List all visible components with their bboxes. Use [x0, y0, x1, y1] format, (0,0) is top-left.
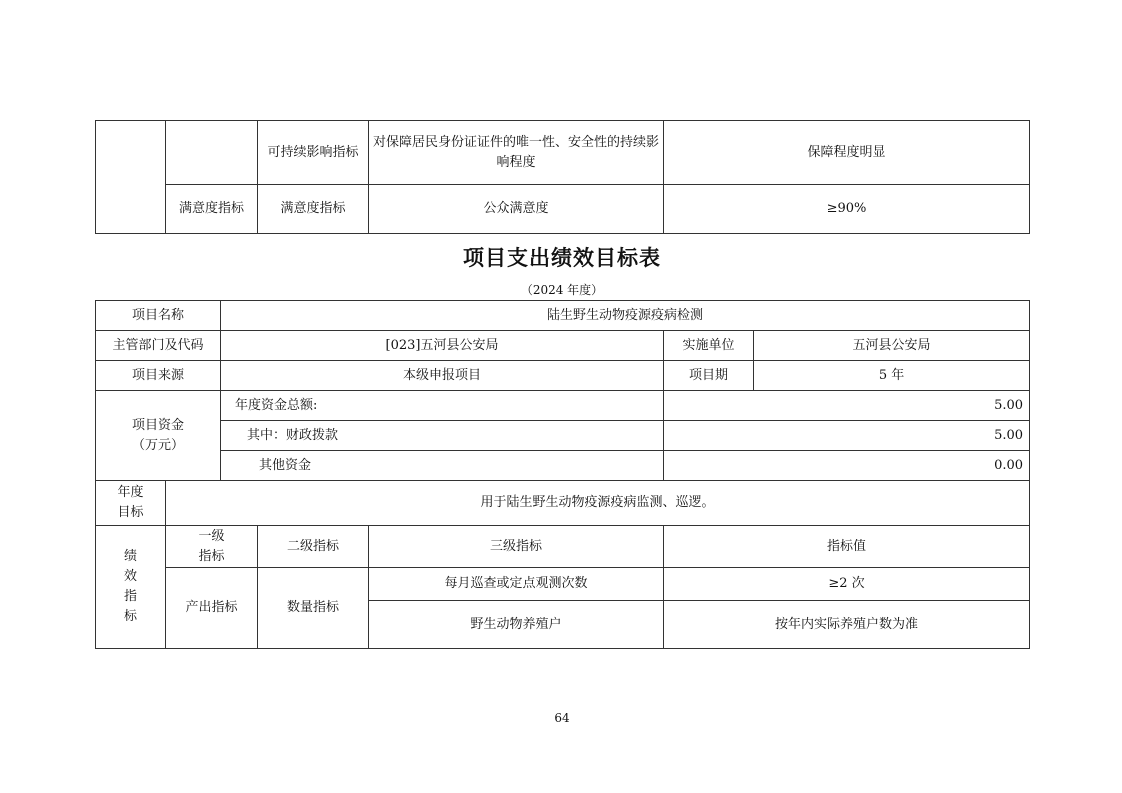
sustainability-level3: 可持续影响指标 — [258, 121, 369, 185]
satisfaction-indicator: 公众满意度 — [369, 185, 664, 234]
document-title: 项目支出绩效目标表 — [463, 246, 661, 270]
funds-fiscal-value: 5.00 — [664, 421, 1030, 451]
header-value: 指标值 — [664, 526, 1030, 568]
header-level1-line2: 指标 — [198, 548, 225, 564]
document-year: （2024 年度） — [520, 283, 604, 297]
indicator-row-1-name: 每月巡查或定点观测次数 — [369, 568, 664, 601]
quantity-indicator-label: 数量指标 — [258, 568, 369, 649]
satisfaction-level3: 满意度指标 — [258, 185, 369, 234]
funds-total-label: 年度资金总额: — [221, 391, 664, 421]
funds-fiscal-label: 其中：财政拨款 — [221, 421, 664, 451]
empty-cell — [96, 121, 166, 234]
funds-total-value: 5.00 — [664, 391, 1030, 421]
header-level2: 二级指标 — [258, 526, 369, 568]
implementing-unit-value: 五河县公安局 — [754, 331, 1030, 361]
continuation-table — [95, 120, 1030, 234]
side-label-char: 效 — [123, 569, 137, 584]
project-funds-label-line1: 项目资金 — [132, 417, 185, 433]
satisfaction-level2: 满意度指标 — [166, 185, 258, 234]
annual-goal-label-line2: 目标 — [117, 505, 144, 520]
funds-other-value: 0.00 — [664, 451, 1030, 481]
side-label-char: 指 — [123, 589, 137, 604]
header-level3: 三级指标 — [369, 526, 664, 568]
indicator-row-2-name: 野生动物养殖户 — [369, 601, 664, 649]
header-level1-line1: 一级 — [198, 528, 225, 544]
side-label-char: 标 — [123, 609, 137, 624]
project-funds-label — [96, 391, 221, 481]
project-name-label: 项目名称 — [96, 301, 221, 331]
project-source-label: 项目来源 — [96, 361, 221, 391]
header-level1 — [166, 526, 258, 568]
project-funds-label-line2: （万元） — [132, 437, 185, 453]
sustainability-indicator: 对保障居民身份证证件的唯一性、安全性的持续影响程度 — [369, 121, 664, 185]
satisfaction-value: ≥90% — [664, 185, 1030, 234]
project-name-value: 陆生野生动物疫源疫病检测 — [221, 301, 1030, 331]
funds-other-label: 其他资金 — [221, 451, 664, 481]
page-number: 64 — [554, 711, 570, 725]
department-label: 主管部门及代码 — [96, 331, 221, 361]
indicator-row-1-value: ≥2 次 — [664, 568, 1030, 601]
project-source-value: 本级申报项目 — [221, 361, 664, 391]
implementing-unit-label: 实施单位 — [664, 331, 754, 361]
project-period-value: 5 年 — [754, 361, 1030, 391]
department-value: [023]五河县公安局 — [221, 331, 664, 361]
annual-goal-value: 用于陆生野生动物疫源疫病监测、巡逻。 — [166, 481, 1030, 526]
annual-goal-label — [96, 481, 166, 526]
side-label-char: 绩 — [123, 549, 137, 564]
performance-indicator-side-label — [96, 526, 166, 649]
project-period-label: 项目期 — [664, 361, 754, 391]
output-indicator-label: 产出指标 — [166, 568, 258, 649]
empty-cell — [166, 121, 258, 185]
indicator-row-2-value: 按年内实际养殖户数为准 — [664, 601, 1030, 649]
annual-goal-label-line1: 年度 — [117, 485, 144, 500]
performance-target-table — [95, 300, 1030, 649]
sustainability-value: 保障程度明显 — [664, 121, 1030, 185]
